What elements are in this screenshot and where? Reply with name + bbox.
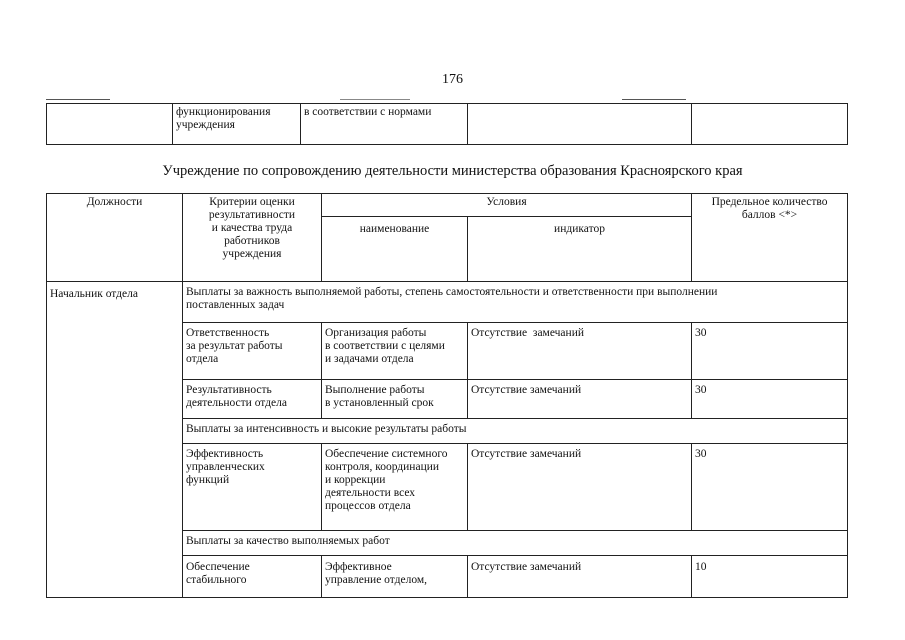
header-line: работников (224, 235, 280, 247)
cell-line: стабильного (186, 574, 247, 586)
cell-line: Эффективность (186, 448, 264, 460)
header-conditions: Условия (322, 194, 692, 217)
condition-name-cell (322, 380, 468, 419)
header-position: Должности (47, 194, 183, 282)
cell-line: Ответственность (186, 327, 270, 339)
table-row (47, 104, 848, 145)
header-line: баллов <*> (741, 209, 798, 221)
table-cell (468, 104, 692, 145)
criteria-table (46, 193, 848, 598)
cell-line: функций (186, 474, 230, 486)
group-line: поставленных задач (186, 299, 285, 311)
header-line: Критерии оценки (209, 196, 295, 208)
cell-line: управленческих (186, 461, 265, 473)
criterion-cell (183, 444, 322, 531)
header-line: результативности (208, 209, 296, 221)
condition-name-cell (322, 444, 468, 531)
cell-line: и задачами отдела (325, 353, 414, 365)
points-cell: 10 (692, 556, 848, 598)
cell-line: Обеспечение системного (325, 448, 448, 460)
table-cell: в соответствии с нормами (301, 104, 468, 145)
cell-line: Организация работы (325, 327, 427, 339)
header-name: наименование (322, 217, 468, 282)
condition-name-cell (322, 556, 468, 598)
header-rule-center (340, 99, 410, 100)
criterion-cell (183, 323, 322, 380)
table-header-row (47, 194, 848, 217)
cell-line: отдела (186, 353, 219, 365)
section-title: Учреждение по сопровождению деятельности министерства образования Красноярского края (162, 163, 743, 179)
header-points (692, 194, 848, 282)
cell-line: Эффективное (325, 561, 392, 573)
header-rule-left (46, 99, 110, 100)
cell-line: контроля, координации (325, 461, 440, 473)
cell-line: Обеспечение (186, 561, 250, 573)
criterion-cell (183, 380, 322, 419)
header-rule-right (622, 99, 686, 100)
cell-line: деятельности отдела (186, 397, 287, 409)
header-line: Предельное количество (711, 196, 828, 208)
points-cell: 30 (692, 380, 848, 419)
header-line: учреждения (222, 248, 282, 260)
header-criteria (183, 194, 322, 282)
table-row (47, 282, 848, 323)
continuation-table (46, 103, 848, 145)
position-cell: Начальник отдела (47, 282, 183, 598)
group-header-quality: Выплаты за качество выполняемых работ (183, 531, 848, 556)
table-cell (173, 104, 301, 145)
page-number: 176 (442, 72, 463, 87)
group-line: Выплаты за важность выполняемой работы, степень самостоятельности и ответственности при выполнении (186, 286, 718, 298)
cell-line: Выполнение работы (325, 384, 425, 396)
table-cell (47, 104, 173, 145)
points-cell: 30 (692, 444, 848, 531)
group-header-importance (183, 282, 848, 323)
header-line: и качества труда (211, 222, 293, 234)
indicator-cell: Отсутствие замечаний (468, 444, 692, 531)
indicator-cell: Отсутствие замечаний (468, 380, 692, 419)
cell-line: Результативность (186, 384, 272, 396)
indicator-cell: Отсутствие замечаний (468, 556, 692, 598)
group-header-intensity: Выплаты за интенсивность и высокие результаты работы (183, 419, 848, 444)
cell-line: за результат работы (186, 340, 283, 352)
criterion-cell (183, 556, 322, 598)
cell-line: в соответствии с целями (325, 340, 445, 352)
cell-line: управление отделом, (325, 574, 428, 586)
cell-line: в установленный срок (325, 397, 434, 409)
condition-name-cell (322, 323, 468, 380)
cell-line: и коррекции (325, 474, 386, 486)
cell-line: функционирования (176, 106, 271, 118)
cell-line: деятельности всех (325, 487, 416, 499)
table-cell (692, 104, 848, 145)
cell-line: процессов отдела (325, 500, 411, 512)
header-indicator: индикатор (468, 217, 692, 282)
indicator-cell: Отсутствие замечаний (468, 323, 692, 380)
points-cell: 30 (692, 323, 848, 380)
cell-line: учреждения (176, 119, 235, 131)
